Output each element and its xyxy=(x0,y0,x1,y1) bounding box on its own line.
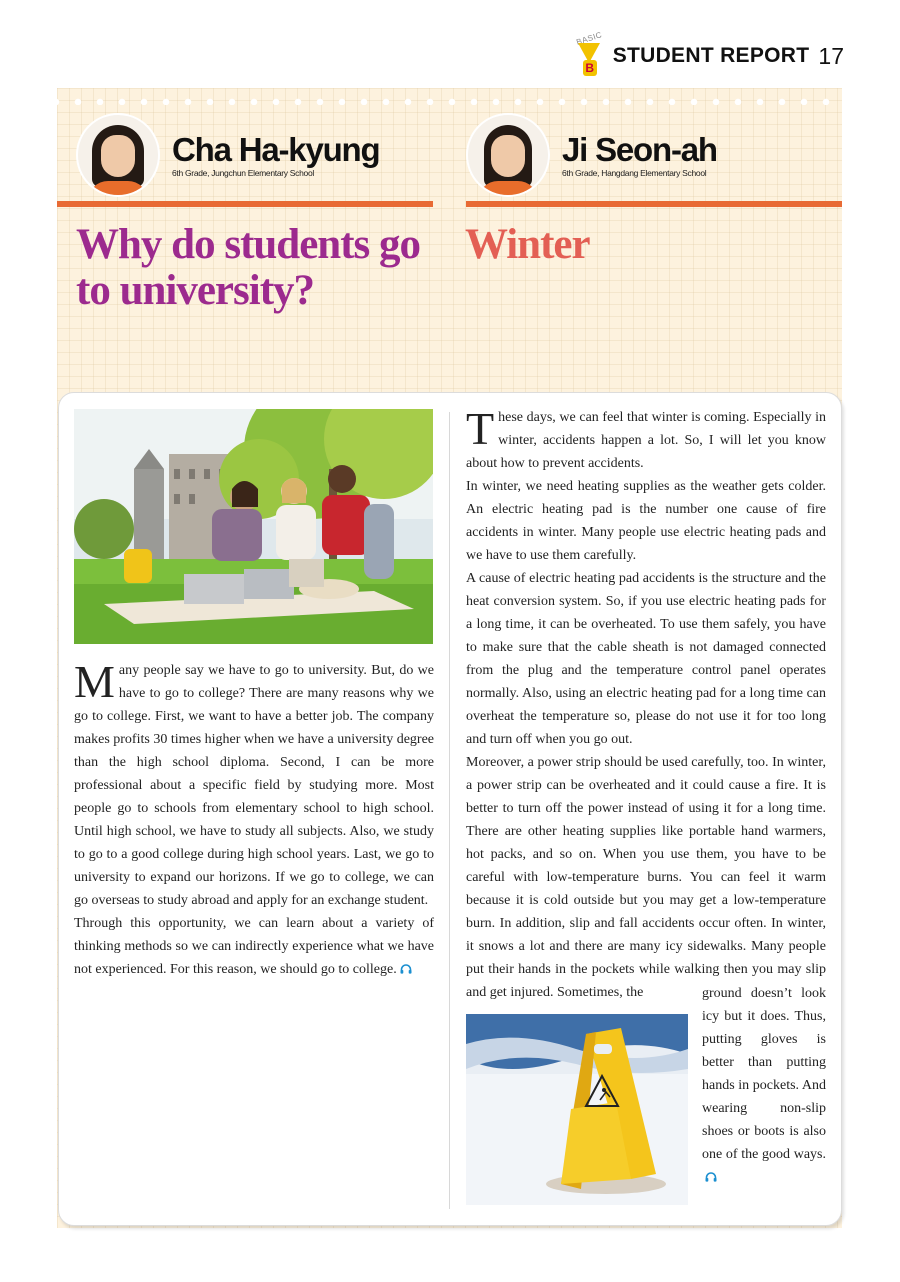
paragraph xyxy=(74,912,434,981)
logo-letter: B xyxy=(583,60,597,76)
students-on-campus-photo xyxy=(74,409,433,644)
article-body-left xyxy=(74,656,435,981)
paragraph-text: ground doesn’t look icy but it does. Thus, putting gloves is better than putting hands in pockets. And wearing non-slip shoes or boots is also one of the good ways. xyxy=(702,986,826,1162)
paragraph-text: In winter, we need heating supplies as the weather gets colder. An electric heating pad is the number one cause of fire accidents in winter. Many people use electric heating pads and we have to use them carefully. xyxy=(466,479,826,563)
headphones-icon xyxy=(705,1172,717,1182)
paragraph xyxy=(702,982,826,1189)
avatar-cha-ha-kyung xyxy=(76,113,160,197)
author-school: 6th Grade, Jungchun Elementary School xyxy=(172,168,314,178)
basic-logo xyxy=(574,30,605,78)
author-right xyxy=(466,112,717,198)
paragraph xyxy=(466,567,826,751)
article-title-right: Winter xyxy=(465,221,590,268)
dotted-border xyxy=(57,97,842,105)
column-divider xyxy=(449,412,450,1209)
paragraph-text: Moreover, a power strip should be used carefully, too. In winter, a power strip can be overheated and it could cause a fire. It is better to turn off the power instead of using it for a long time. There are other heating supplies like portable hand warmers, hot packs, and so on. When you use them, you have to be careful with low-temperature burns. You can feel it warm because it is cold outside but you may get a low-temperature burn. In addition, slip and fall accidents occur often. In winter, it snows a lot and there are many icy sidewalks. Many people put their hands in the pockets while walking then you may slip and get injured. Sometimes, the xyxy=(466,755,826,1000)
title-rule-left xyxy=(57,201,433,207)
paragraph xyxy=(466,475,826,567)
page-number: 17 xyxy=(818,42,844,69)
author-school: 6th Grade, Hangdang Elementary School xyxy=(562,168,707,178)
paragraph xyxy=(466,751,826,1004)
dropcap: M xyxy=(74,656,115,707)
paragraph-text: any people say we have to go to university. But, do we have to go to college? There are many reasons why we go to college. First, we want to have a better job. The company makes profits 30 times higher when we have a university degree than the high school diploma. Second, I can be more professional about a specific field by studying more. Most people go to schools from elementary school to high school. Until high school, we have to study all subjects. Also, we study to go to a good college during high school years. Last, we go to university to expand our horizons. If we go to college, we can go overseas to study abroad and apply for an exchange student. xyxy=(74,663,435,908)
author-name: Ji Seon-ah xyxy=(562,131,717,168)
dropcap: T xyxy=(466,403,495,454)
article-body-right-tail xyxy=(702,982,826,1189)
wet-floor-sign-photo xyxy=(466,1014,688,1205)
paragraph-text: hese days, we can feel that winter is coming. Especially in winter, accidents happen a lot. So, I will let you know about how to prevent accidents. xyxy=(466,410,826,471)
article-title-left: Why do students go to university? xyxy=(76,221,421,314)
title-rule-right xyxy=(466,201,842,207)
paragraph-text: A cause of electric heating pad accidents is the structure and the heat conversion system. So, if you use electric heating pads for a long time, it can be overheated. To use them safely, you have to make sure that the cable sheath is not damaged connected from the plug and the temperature control panel operates normally. Also, using an electric heating pad for a long time can overheat the temperature so, please do not use it for too long and turn off when you go out. xyxy=(466,571,826,747)
page-header xyxy=(575,28,844,84)
author-left xyxy=(76,112,379,198)
author-name: Cha Ha-kyung xyxy=(172,131,380,168)
paragraph xyxy=(74,656,435,912)
avatar-ji-seon-ah xyxy=(466,113,550,197)
logo-basic-label: BASIC xyxy=(574,30,603,47)
paragraph xyxy=(466,403,826,475)
paragraph-text: Through this opportunity, we can learn about a variety of thinking methods so we can indirectly experience what we have not experienced. For this reason, we should go to college. xyxy=(74,916,434,977)
article-body-right xyxy=(466,403,826,1004)
section-title: STUDENT REPORT xyxy=(612,44,810,67)
headphones-icon xyxy=(400,964,412,974)
